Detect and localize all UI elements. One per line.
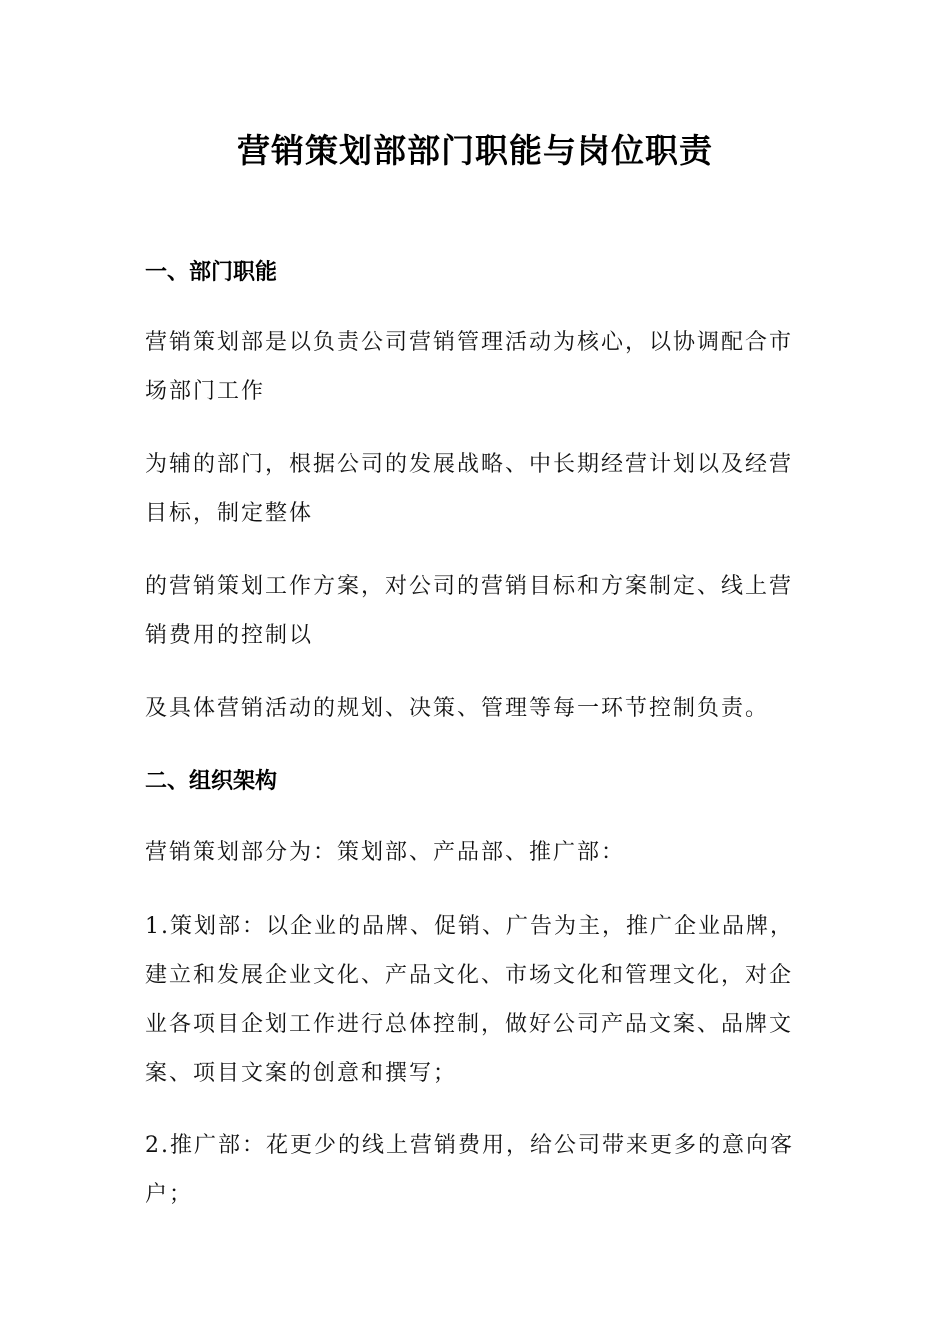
list-item: 1.策划部：以企业的品牌、促销、广告为主，推广企业品牌，建立和发展企业文化、产品文化、市场文化和管理文化，对企业各项目企划工作进行总体控制，做好公司产品文案、品牌文案、项目文案的创意和撰写；: [145, 914, 794, 1086]
section-heading-structure: 二、组织架构: [145, 768, 278, 794]
paragraph: 为辅的部门，根据公司的发展战略、中长期经营计划以及经营目标，制定整体: [145, 452, 794, 526]
paragraph: 营销策划部是以负责公司营销管理活动为核心，以协调配合市场部门工作: [145, 330, 794, 404]
paragraph: 营销策划部分为：策划部、产品部、推广部：: [145, 840, 626, 865]
section-heading-functions: 一、部门职能: [145, 259, 278, 285]
paragraph: 及具体营销活动的规划、决策、管理等每一环节控制负责。: [145, 696, 770, 721]
list-item: 2.推广部：花更少的线上营销费用，给公司带来更多的意向客户；: [145, 1133, 794, 1207]
document-title: 营销策划部部门职能与岗位职责: [237, 131, 713, 170]
paragraph: 的营销策划工作方案，对公司的营销目标和方案制定、线上营销费用的控制以: [145, 574, 794, 648]
